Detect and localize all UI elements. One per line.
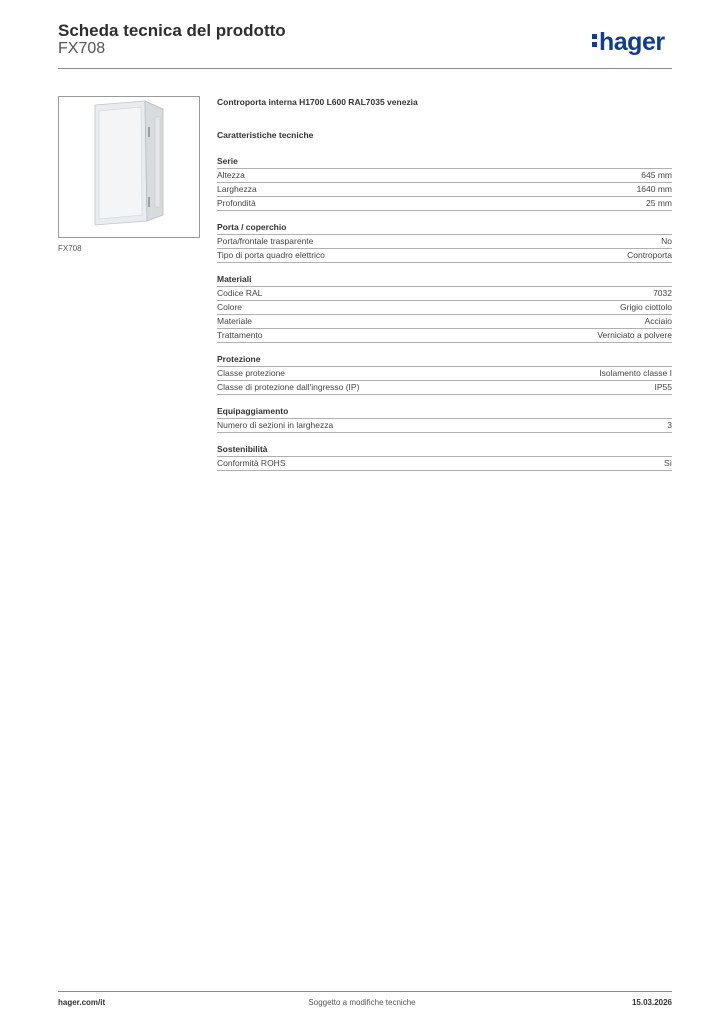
hager-logo	[592, 28, 665, 57]
product-image-caption: FX708	[58, 244, 82, 253]
spec-label: Conformità ROHS	[217, 458, 286, 468]
tech-heading: Caratteristiche tecniche	[217, 130, 314, 140]
logo-text: hager	[599, 28, 665, 56]
spec-row	[217, 197, 672, 211]
section-title: Sostenibilità	[217, 444, 672, 457]
spec-row	[217, 315, 672, 329]
spec-label: Codice RAL	[217, 288, 263, 298]
cabinet-door-image	[59, 97, 199, 237]
spec-label: Altezza	[217, 170, 245, 180]
spec-row	[217, 381, 672, 395]
spec-value: 645 mm	[641, 170, 672, 180]
spec-label: Colore	[217, 302, 243, 312]
spec-label: Classe di protezione dall'ingresso (IP)	[217, 382, 360, 392]
spec-row	[217, 457, 672, 471]
spec-row	[217, 367, 672, 381]
section-title: Serie	[217, 156, 672, 169]
section-title: Materiali	[217, 274, 672, 287]
spec-section	[217, 274, 672, 343]
spec-value: 25 mm	[646, 198, 672, 208]
spec-value: Verniciato a polvere	[597, 330, 672, 340]
footer-website: hager.com/it	[58, 998, 106, 1007]
spec-section	[217, 222, 672, 263]
spec-row	[217, 419, 672, 433]
spec-label: Larghezza	[217, 184, 257, 194]
spec-value: 1640 mm	[636, 184, 672, 194]
spec-value: Acciaio	[644, 316, 672, 326]
spec-section	[217, 406, 672, 433]
spec-value: No	[661, 236, 672, 246]
logo-dots-icon	[592, 30, 597, 50]
spec-label: Profondità	[217, 198, 256, 208]
section-title: Protezione	[217, 354, 672, 367]
footer-date: 15.03.2026	[631, 998, 672, 1007]
spec-content	[217, 96, 672, 471]
spec-row	[217, 249, 672, 263]
spec-value: Grigio ciottolo	[620, 302, 672, 312]
spec-value: Controporta	[627, 250, 672, 260]
spec-value: IP55	[654, 382, 672, 392]
spec-value: Sì	[663, 458, 672, 468]
product-code-subtitle: FX708	[58, 40, 106, 57]
page-title: Scheda tecnica del prodotto	[58, 21, 286, 40]
spec-row	[217, 329, 672, 343]
product-description: Controporta interna H1700 L600 RAL7035 venezia	[217, 97, 418, 107]
spec-value: Isolamento classe I	[599, 368, 672, 378]
spec-row	[217, 169, 672, 183]
spec-label: Porta/frontale trasparente	[217, 236, 314, 246]
footer-note: Soggetto a modifiche tecniche	[308, 998, 416, 1007]
spec-row	[217, 287, 672, 301]
spec-label: Trattamento	[217, 330, 263, 340]
spec-sections	[217, 156, 672, 471]
product-image	[58, 96, 200, 238]
spec-section	[217, 444, 672, 471]
spec-section	[217, 156, 672, 211]
spec-label: Materiale	[217, 316, 252, 326]
spec-section	[217, 354, 672, 395]
section-title: Equipaggiamento	[217, 406, 672, 419]
spec-label: Numero di sezioni in larghezza	[217, 420, 334, 430]
spec-label: Classe protezione	[217, 368, 286, 378]
spec-row	[217, 183, 672, 197]
header-divider	[58, 68, 672, 69]
spec-row	[217, 235, 672, 249]
spec-row	[217, 301, 672, 315]
section-title: Porta / coperchio	[217, 222, 672, 235]
spec-value: 7032	[653, 288, 672, 298]
spec-label: Tipo di porta quadro elettrico	[217, 250, 325, 260]
spec-value: 3	[667, 420, 672, 430]
footer-divider	[58, 991, 672, 992]
